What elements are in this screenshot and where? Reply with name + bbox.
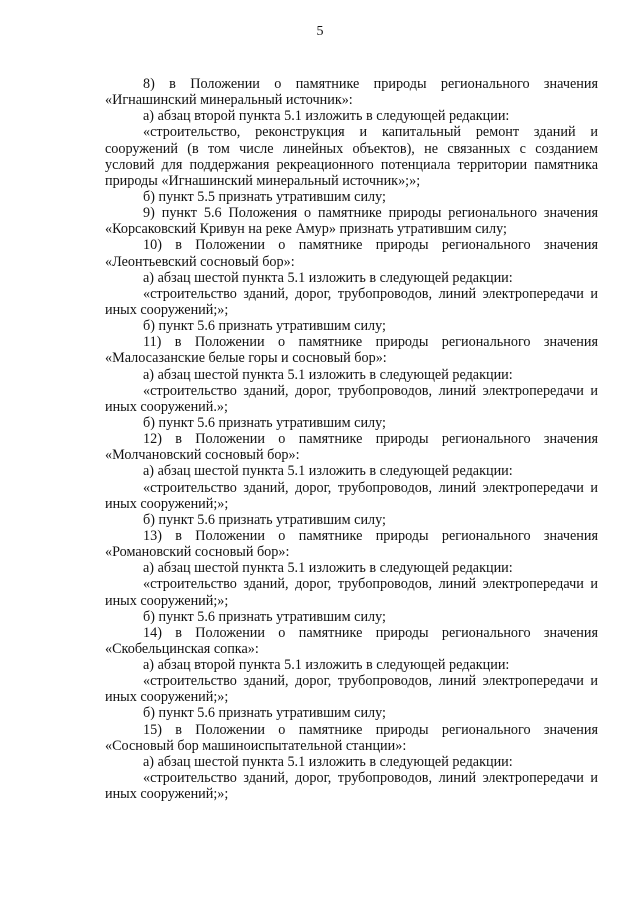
text-line: 9) пункт 5.6 Положения о памятнике природы регионального значения (143, 205, 598, 222)
text-line: а) абзац шестой пункта 5.1 изложить в следующей редакции: (143, 366, 513, 383)
text-line: иных сооружений.»; (105, 398, 228, 415)
page-number: 5 (316, 24, 324, 39)
text-line: б) пункт 5.6 признать утратившим силу; (143, 608, 386, 625)
text-line: б) пункт 5.6 признать утратившим силу; (143, 705, 386, 722)
text-line: условий для поддержания рекреационного потенциала территории памятника (105, 156, 598, 173)
text-line: а) абзац второй пункта 5.1 изложить в следующей редакции: (143, 657, 510, 674)
text-line: иных сооружений;»; (105, 689, 229, 706)
text-line: 8) в Положении о памятнике природы регионального значения (143, 76, 598, 92)
text-line: природы «Игнашинский минеральный источник»;»; (105, 172, 421, 189)
text-line: 10) в Положении о памятнике природы регионального значения (143, 237, 598, 254)
text-line: «строительство зданий, дорог, трубопроводов, линий электропередачи и (143, 479, 598, 496)
text-line: а) абзац шестой пункта 5.1 изложить в следующей редакции: (143, 560, 513, 577)
text-line: иных сооружений;»; (105, 592, 229, 609)
text-line: «строительство, реконструкция и капитальный ремонт зданий и (143, 124, 598, 141)
text-line: «строительство зданий, дорог, трубопроводов, линий электропередачи и (143, 576, 598, 593)
text-line: б) пункт 5.6 признать утратившим силу; (143, 414, 386, 431)
text-line: а) абзац шестой пункта 5.1 изложить в следующей редакции: (143, 753, 513, 770)
text-line: «Скобельцинская сопка»: (105, 640, 259, 657)
text-line: «строительство зданий, дорог, трубопроводов, линий электропередачи и (143, 770, 598, 787)
text-line: «Игнашинский минеральный источник»: (105, 92, 353, 109)
text-line: «строительство зданий, дорог, трубопроводов, линий электропередачи и (143, 673, 598, 690)
text-line: б) пункт 5.6 признать утратившим силу; (143, 318, 386, 335)
text-line: «Леонтьевский сосновый бор»: (105, 253, 295, 270)
text-line: иных сооружений;»; (105, 495, 229, 512)
text-line: иных сооружений;»; (105, 786, 229, 803)
text-line: а) абзац шестой пункта 5.1 изложить в следующей редакции: (143, 269, 513, 286)
text-line: «Корсаковский Кривун на реке Амур» признать утратившим силу; (105, 221, 507, 238)
text-line: иных сооружений;»; (105, 301, 229, 318)
text-line: сооружений (в том числе линейных объектов), не связанных с созданием (105, 140, 598, 157)
text-line: «строительство зданий, дорог, трубопроводов, линий электропередачи и (143, 285, 598, 302)
text-line: 11) в Положении о памятнике природы регионального значения (143, 334, 598, 351)
text-line: «Романовский сосновый бор»: (105, 544, 290, 561)
text-line: «Молчановский сосновый бор»: (105, 447, 300, 464)
text-line: а) абзац шестой пункта 5.1 изложить в следующей редакции: (143, 463, 513, 480)
text-line: 14) в Положении о памятнике природы регионального значения (143, 624, 598, 641)
text-line: б) пункт 5.5 признать утратившим силу; (143, 188, 386, 205)
text-line: 12) в Положении о памятнике природы регионального значения (143, 431, 598, 448)
text-line: «Сосновый бор машиноиспытательной станции»: (105, 737, 407, 754)
text-line: «строительство зданий, дорог, трубопроводов, линий электропередачи и (143, 382, 598, 399)
text-line: 15) в Положении о памятнике природы регионального значения (143, 721, 598, 738)
document-body (105, 76, 598, 802)
text-line: а) абзац второй пункта 5.1 изложить в следующей редакции: (143, 108, 510, 125)
text-line: б) пункт 5.6 признать утратившим силу; (143, 511, 386, 528)
text-line: «Малосазанские белые горы и сосновый бор»: (105, 350, 387, 367)
text-line: 13) в Положении о памятнике природы регионального значения (143, 527, 598, 544)
